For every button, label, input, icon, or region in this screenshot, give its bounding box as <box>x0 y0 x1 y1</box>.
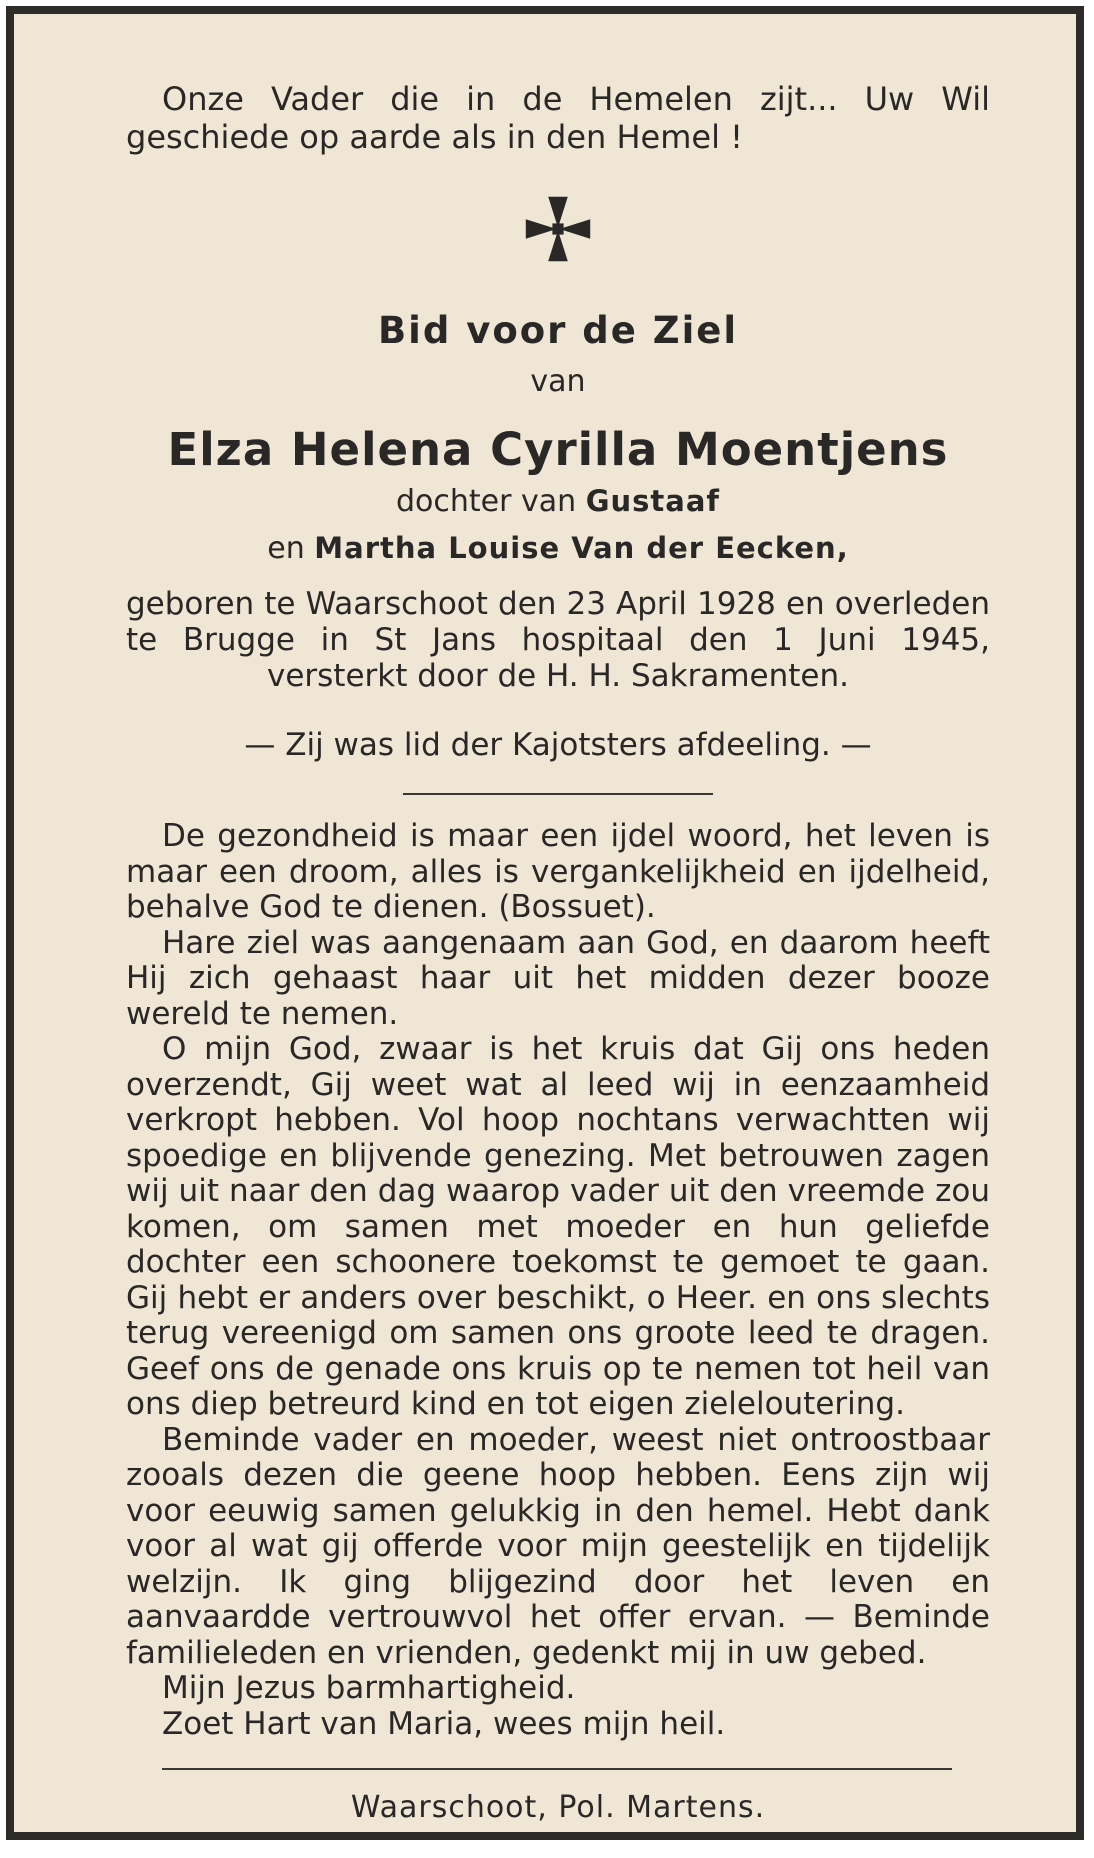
father-name: Gustaaf <box>585 484 721 518</box>
prayer-opening: Onze Vader die in de Hemelen zijt... Uw Wil geschiede op aarde als in den Hemel ! <box>126 80 990 156</box>
father-line <box>126 478 990 525</box>
birth-death-text: geboren te Waarschoot den 23 April 1928 en overleden te Brugge in St Jans hospitaal den 1 Juni 1945, versterkt door de H. H. Sakramenten. <box>126 586 990 694</box>
card-content <box>126 80 990 1858</box>
divider-short <box>403 793 713 795</box>
mother-prefix: en <box>267 531 305 566</box>
paragraph-bossuet: De gezondheid is maar een ijdel woord, het leven is maar een droom, alles is vergankelijkheid en ijdelheid, behalve God te dienen. (Bossuet). <box>126 818 990 925</box>
divider-long <box>162 1768 952 1770</box>
mother-line <box>126 525 990 572</box>
printer-credit: Waarschoot, Pol. Martens. <box>350 1790 766 1825</box>
memorial-card <box>6 6 1084 1840</box>
deceased-name: Elza Helena Cyrilla Moentjens <box>167 423 949 476</box>
mother-name: Martha Louise Van der Eecken, <box>314 531 849 565</box>
closing-line: Mijn Jezus barmhartigheid. <box>162 1670 576 1706</box>
paragraph-farewell: Beminde vader en moeder, weest niet ontroostbaar zooals dezen die geene hoop hebben. Eens zijn wij voor eeuwig samen gelukkig in den hemel. Hebt dank voor al wat gij offerde voor mijn geestelijk en tijdelijk welzijn. Ik ging blijgezind door het leven en aanvaardde vertrouwvol het offer ervan. — Beminde familieleden en vrienden, gedenkt mij in uw gebed. <box>126 1421 990 1671</box>
heading: Bid voor de Ziel <box>377 309 739 352</box>
membership-text: — Zij was lid der Kajotsters afdeeling. — <box>244 727 872 763</box>
paragraph-prayer: O mijn God, zwaar is het kruis dat Gij ons heden overzendt, Gij weet wat al leed wij in eenzaamheid verkropt hebben. Vol hoop nochtans verwachtten wij spoedige en blijvende genezing. Met betrouwen zagen wij uit naar den dag waarop vader uit den vreemde zou komen, om samen met moeder en hun geliefde dochter een schoonere toekomst te gemoet te gaan. Gij hebt er anders over beschikt, o Heer. en ons slechts terug vereenigd om samen ons groote leed te dragen. Geef ons de genade ons kruis op te nemen tot heil van ons diep betreurd kind en tot eigen zieleloutering. <box>126 1031 990 1422</box>
van-label: van <box>530 364 586 399</box>
cross-pattee-icon <box>523 194 593 264</box>
paragraph-soul: Hare ziel was aangenaam aan God, en daarom heeft Hij zich gehaast haar uit het midden dezer booze wereld te nemen. <box>126 924 990 1032</box>
father-prefix: dochter van <box>395 484 577 519</box>
closing-line: Zoet Hart van Maria, wees mijn heil. <box>162 1705 726 1742</box>
